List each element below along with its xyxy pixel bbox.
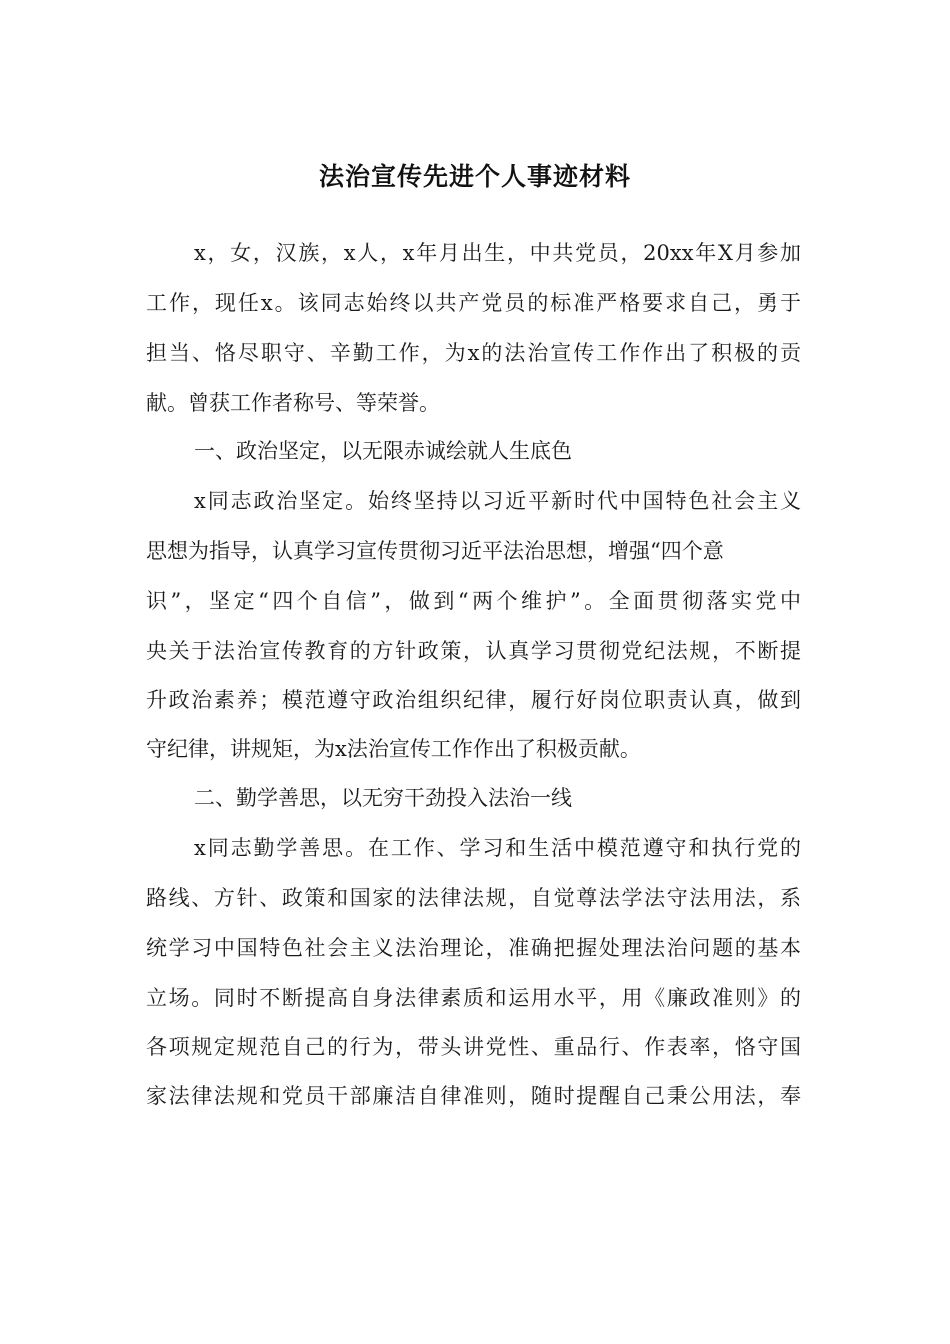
- paragraph-line: 路线、方针、政策和国家的法律法规，自觉尊法学法守法用法，系: [146, 886, 801, 910]
- paragraph-line: x，女，汉族，x人，x年月出生，中共党员，20xx年X月参加: [194, 241, 801, 265]
- paragraph-line: 识”，坚定“四个自信”，做到“两个维护”。全面贯彻落实党中: [146, 589, 801, 613]
- paragraph-line: 统学习中国特色社会主义法治理论，准确把握处理法治问题的基本: [146, 936, 801, 960]
- paragraph-line: x同志政治坚定。始终坚持以习近平新时代中国特色社会主义: [194, 489, 801, 513]
- section-heading: 一、政治坚定，以无限赤诚绘就人生底色: [194, 439, 572, 463]
- paragraph-line: 升政治素养；模范遵守政治组织纪律，履行好岗位职责认真，做到: [146, 688, 801, 712]
- paragraph-line: 各项规定规范自己的行为，带头讲党性、重品行、作表率，恪守国: [146, 1035, 801, 1059]
- paragraph-line: 家法律法规和党员干部廉洁自律准则，随时提醒自己秉公用法，奉: [146, 1084, 801, 1108]
- paragraph-line: x同志勤学善思。在工作、学习和生活中模范遵守和执行党的: [194, 836, 801, 860]
- paragraph-line: 思想为指导，认真学习宣传贯彻习近平法治思想，增强“四个意: [146, 539, 724, 563]
- paragraph-line: 担当、恪尽职守、辛勤工作，为x的法治宣传工作作出了积极的贡: [146, 341, 801, 365]
- paragraph-line: 央关于法治宣传教育的方针政策，认真学习贯彻党纪法规，不断提: [146, 639, 801, 663]
- document-title: 法治宣传先进个人事迹材料: [318, 162, 631, 191]
- paragraph-line: 立场。同时不断提高自身法律素质和运用水平，用《廉政准则》的: [146, 986, 801, 1010]
- paragraph-line: 工作，现任x。该同志始终以共产党员的标准严格要求自己，勇于: [146, 291, 801, 315]
- section-heading: 二、勤学善思，以无穷干劲投入法治一线: [194, 786, 572, 810]
- paragraph-line: 献。曾获工作者称号、等荣誉。: [146, 391, 440, 415]
- paragraph-line: 守纪律，讲规矩，为x法治宣传工作作出了积极贡献。: [146, 737, 641, 761]
